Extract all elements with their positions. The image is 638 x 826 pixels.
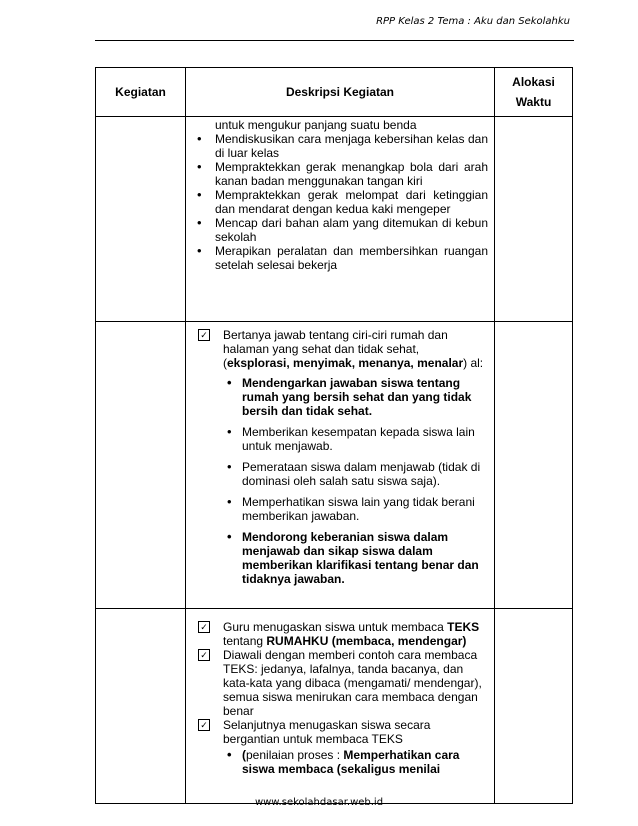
table-row: [96, 322, 573, 609]
checkbox-checked-icon: ✓: [198, 329, 210, 341]
table-row: [96, 117, 573, 322]
header-alokasi: Alokasi Waktu: [495, 68, 573, 117]
item-bold: TEKS: [447, 620, 480, 634]
header-rule: [95, 40, 574, 41]
list-item: • Mendiskusikan cara menjaga kebersihan kelas dan di luar kelas: [196, 132, 488, 160]
intro-text: Bertanya jawab tentang ciri-ciri rumah dan halaman yang sehat dan tidak sehat, (: [223, 328, 448, 370]
list-item: • Merapikan peralatan dan membersihkan ruangan setelah selesai bekerja: [196, 244, 488, 272]
header-kegiatan: Kegiatan: [96, 68, 186, 117]
intro-bold: eksplorasi, menyimak, menanya, menalar: [227, 356, 464, 370]
list-item: • Mempraktekkan gerak menangkap bola dari arah kanan badan menggunakan tangan kiri: [196, 160, 488, 188]
alokasi-cell: [495, 609, 573, 804]
checklist-item: [196, 620, 488, 648]
table-row: [96, 609, 573, 804]
activity-table: [95, 67, 573, 804]
checklist-item: [196, 718, 488, 776]
alokasi-cell: [495, 117, 573, 322]
running-header: RPP Kelas 2 Tema : Aku dan Sekolahku: [376, 16, 570, 27]
activity-list: [196, 132, 488, 272]
item-text: Diawali dengan memberi contoh cara membaca TEKS: jedanya, lafalnya, tanda bacanya, dan kata-kata yang dibaca (mengamati/ mendengar), semua siswa menirukan cara membaca dengan benar: [223, 648, 482, 718]
list-item: • Memperhatikan siswa lain yang tidak berani memberikan jawaban.: [223, 495, 488, 523]
kegiatan-cell: [96, 609, 186, 804]
item-text: Selanjutnya menugaskan siswa secara bergantian untuk membaca TEKS: [223, 718, 431, 746]
list-item: • (penilaian proses : Memperhatikan cara siswa membaca (sekaligus menilai: [223, 748, 488, 776]
item-text: tentang: [223, 634, 267, 648]
kegiatan-cell: [96, 322, 186, 609]
checklist-item: [196, 328, 488, 586]
list-item: • Mendorong keberanian siswa dalam menjawab dan sikap siswa dalam memberikan klarifikasi tentang benar dan tidaknya jawaban.: [223, 530, 488, 586]
item-text: Guru menugaskan siswa untuk membaca: [223, 620, 448, 634]
item-bold: RUMAHKU (membaca, mendengar): [266, 634, 467, 648]
kegiatan-cell: [96, 117, 186, 322]
deskripsi-cell: [186, 117, 495, 322]
alokasi-cell: [495, 322, 573, 609]
checkbox-checked-icon: ✓: [198, 621, 210, 633]
deskripsi-cell: [186, 609, 495, 804]
footer-url: www.sekolahdasar.web.id: [254, 797, 384, 808]
list-item: • Mencap dari bahan alam yang ditemukan di kebun sekolah: [196, 216, 488, 244]
table-header-row: [96, 68, 573, 117]
list-item: • Pemerataan siswa dalam menjawab (tidak di dominasi oleh salah satu siswa saja).: [223, 460, 488, 488]
list-item: • Mendengarkan jawaban siswa tentang rumah yang bersih sehat dan yang tidak bersih dan tidak sehat.: [223, 376, 488, 418]
intro-text-end: ) al:: [463, 356, 484, 370]
checklist-item: [196, 648, 488, 718]
header-deskripsi: Deskripsi Kegiatan: [186, 68, 495, 117]
checkbox-checked-icon: ✓: [198, 649, 210, 661]
list-item: • Mempraktekkan gerak melompat dari ketinggian dan mendarat dengan kedua kaki mengeper: [196, 188, 488, 216]
sub-list: [223, 376, 488, 586]
deskripsi-cell: [186, 322, 495, 609]
list-item: • Memberikan kesempatan kepada siswa lain untuk menjawab.: [223, 425, 488, 453]
continued-text: untuk mengukur panjang suatu benda: [215, 118, 417, 132]
sub-list: [223, 748, 488, 776]
checkbox-checked-icon: ✓: [198, 719, 210, 731]
